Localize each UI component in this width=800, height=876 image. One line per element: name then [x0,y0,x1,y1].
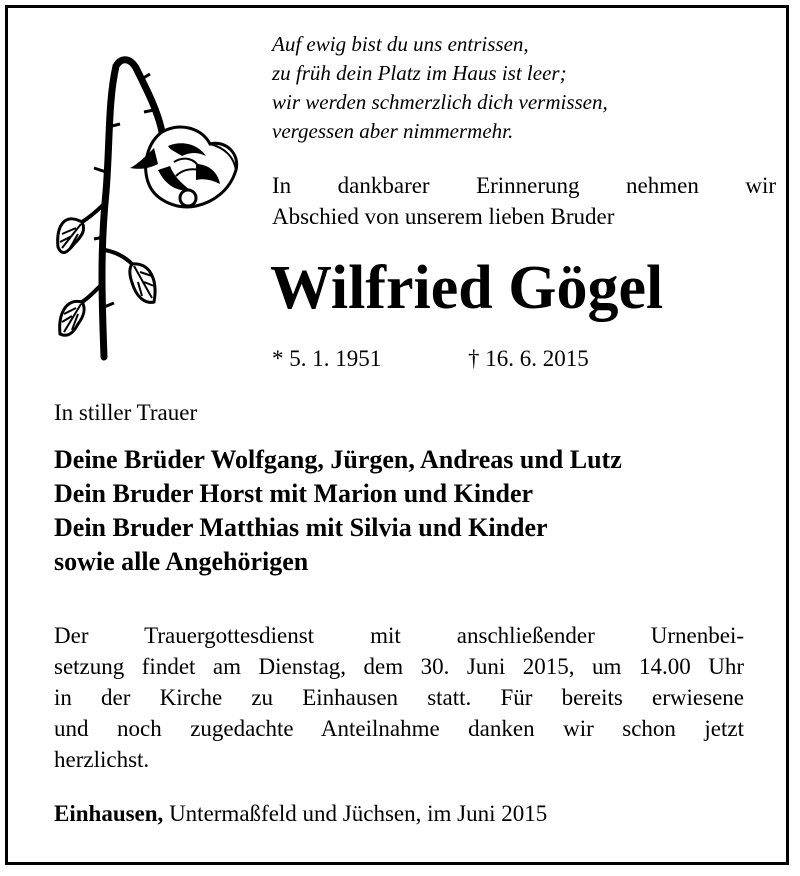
poem-line: vergessen aber nimmermehr. [272,119,514,143]
wilted-rose-icon [50,52,250,362]
family-line: Dein Bruder Matthias mit Silvia und Kinder [54,513,548,542]
mourning-label: In stiller Trauer [54,400,198,425]
poem-line: wir werden schmerzlich dich vermissen, [272,90,608,114]
family-line: sowie alle Angehörigen [54,547,309,576]
service-info [54,620,744,775]
service-line: in der Kirche zu Einhausen statt. Für bereits erwiesene [54,685,744,710]
service-line: und noch zugedachte Anteilnahme danken wir schon jetzt [54,716,744,741]
intro-text [272,170,776,232]
family-list [54,443,754,579]
service-line: herzlichst. [54,747,150,772]
family-line: Deine Brüder Wolfgang, Jürgen, Andreas und Lutz [54,445,622,474]
intro-line: Abschied von unserem lieben Bruder [272,204,615,229]
poem-line: zu früh dein Platz im Haus ist leer; [272,61,567,85]
family-line: Dein Bruder Horst mit Marion und Kinder [54,479,534,508]
service-line: setzung findet am Dienstag, dem 30. Juni 2015, um 14.00 Uhr [54,654,744,679]
place-bold: Einhausen, [54,801,164,826]
place-rest: Untermaßfeld und Jüchsen, im Juni 2015 [163,801,548,826]
life-dates [272,343,772,374]
place-date-line [54,798,754,829]
poem-line: Auf ewig bist du uns entrissen, [272,32,529,56]
death-date: † 16. 6. 2015 [468,346,589,371]
deceased-name: Wilfried Gögel [270,254,664,322]
intro-line: In dankbarer Erinnerung nehmen wir [272,173,776,198]
service-line: Der Trauergottesdienst mit anschließender Urnenbei- [54,623,744,648]
poem [272,30,772,146]
birth-date: * 5. 1. 1951 [272,346,382,371]
